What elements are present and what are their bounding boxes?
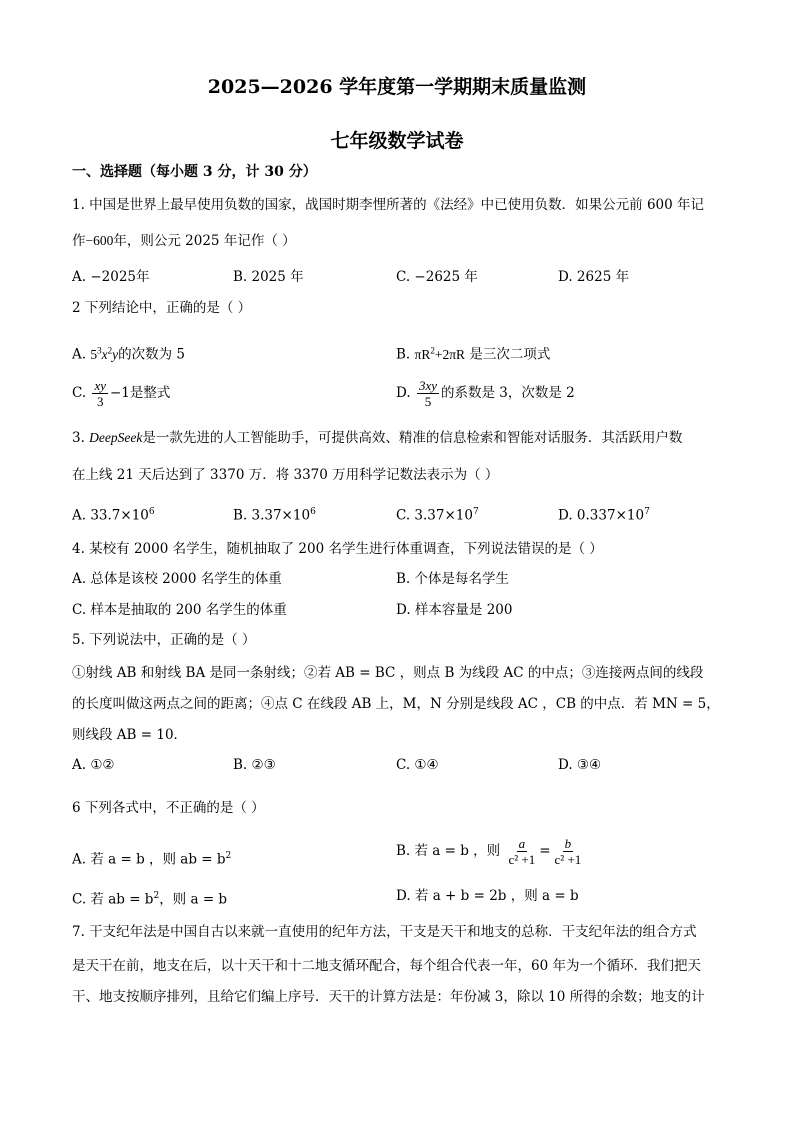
q1-stem-line2: 作−600年，则公元 2025 年记作（ ） — [72, 233, 296, 249]
q7-stem-line1: 7. 干支纪年法是中国自古以来就一直使用的纪年方法，干支是天干和地支的总称．干支纪年法的组合方式 — [72, 924, 697, 940]
q7-stem-line2: 是天干在前，地支在后，以十天干和十二地支循环配合，每个组合代表一年，60 年为一个循环．我们把天 — [72, 958, 701, 974]
q6-b-fraction-left: $\frac{a}{\text{c² +1}}$ — [508, 836, 536, 867]
q2-option-d: D. $\frac{3xy}{5}$ 的系数是 3，次数是 2 — [396, 378, 575, 409]
q6-option-b: B. 若 a = b ，则 $\frac{a}{\text{c² +1}}$ = $\frac{b}{\text{c² +1}}$ — [396, 836, 582, 867]
q7-stem-line3: 干、地支按顺序排列，且给它们编上序号．天干的计算方法是：年份减 3，除以 10 所得的余数；地支的计 — [72, 989, 705, 1005]
q3-option-c: C. $3.37\times 10^7$ — [396, 507, 479, 524]
section-heading: 一、选择题（每小题 3 分，计 30 分） — [72, 164, 317, 180]
q2-stem: 2 下列结论中，正确的是（ ） — [72, 300, 252, 316]
q5-option-d: D. ③④ — [558, 757, 602, 773]
q3-option-b: B. $3.37\times 10^6$ — [233, 507, 316, 524]
q6-option-a: A. 若 a = b ，则 ab = $b^2$ — [72, 851, 232, 868]
q6-stem: 6 下列各式中，不正确的是（ ） — [72, 800, 265, 816]
q6-option-d: D. 若 a + b = 2b ，则 a = b — [396, 888, 579, 904]
q5-option-a: A. ①② — [72, 757, 115, 773]
q3-stem-line1: 3. DeepSeek是一款先进的人工智能助手，可提供高效、精准的信息检索和智能对话服务．其活跃用户数 — [72, 430, 683, 446]
q5-statement-line2: 的长度叫做这两点之间的距离；④点 C 在线段 AB 上，M，N 分别是线段 AC ，CB 的中点．若 MN = 5， — [72, 696, 720, 712]
exam-subtitle: 七年级数学试卷 — [330, 130, 464, 152]
q4-option-a: A. 总体是该校 2000 名学生的体重 — [72, 571, 282, 587]
q3-stem-line2: 在上线 21 天后达到了 3370 万．将 3370 万用科学记数法表示为（ ） — [72, 467, 499, 483]
q2-option-a: A. $5^3x^2y$的次数为 5 — [72, 345, 185, 363]
q5-statement-line1: ①射线 AB 和射线 BA 是同一条射线；②若 AB = BC ，则点 B 为线段 AC 的中点；③连接两点间的线段 — [72, 665, 704, 681]
q1-option-c: C. −2625 年 — [396, 269, 478, 285]
q2-option-c: C. $\frac{xy}{3}$ −1是整式 — [72, 378, 171, 409]
q2-c-fraction: $\frac{xy}{3}$ — [94, 378, 106, 409]
q6-b-fraction-right: $\frac{b}{\text{c² +1}}$ — [554, 836, 582, 867]
q2-option-b: B. $\pi R^2+2\pi R$ 是三次二项式 — [396, 345, 551, 363]
q5-stem: 5. 下列说法中，正确的是（ ） — [72, 632, 256, 648]
q3-option-d: D. $0.337\times 10^7$ — [558, 507, 650, 524]
q4-stem: 4. 某校有 2000 名学生，随机抽取了 200 名学生进行体重调查，下列说法错误的是（ ） — [72, 541, 603, 557]
q4-option-b: B. 个体是每名学生 — [396, 571, 510, 587]
q5-option-c: C. ①④ — [396, 757, 439, 773]
q1-stem-line1: 1. 中国是世界上最早使用负数的国家，战国时期李悝所著的《法经》中已使用负数．如果公元前 600 年记 — [72, 197, 705, 213]
q5-option-b: B. ②③ — [233, 757, 276, 773]
exam-title: 2025—2026 学年度第一学期期末质量监测 — [207, 76, 587, 98]
q5-statement-line3: 则线段 AB = 10． — [72, 727, 188, 743]
q4-option-d: D. 样本容量是 200 — [396, 602, 513, 618]
q1-option-a: A. −2025年 — [72, 269, 150, 285]
q2-d-fraction: $\frac{3xy}{5}$ — [418, 378, 437, 409]
q6-option-c: C. 若 ab = $b^2$，则 a = b — [72, 891, 228, 908]
q1-option-d: D. 2625 年 — [558, 269, 630, 285]
q4-option-c: C. 样本是抽取的 200 名学生的体重 — [72, 602, 287, 618]
q1-option-b: B. 2025 年 — [233, 269, 304, 285]
q3-option-a: A. $33.7\times 10^6$ — [72, 507, 155, 524]
